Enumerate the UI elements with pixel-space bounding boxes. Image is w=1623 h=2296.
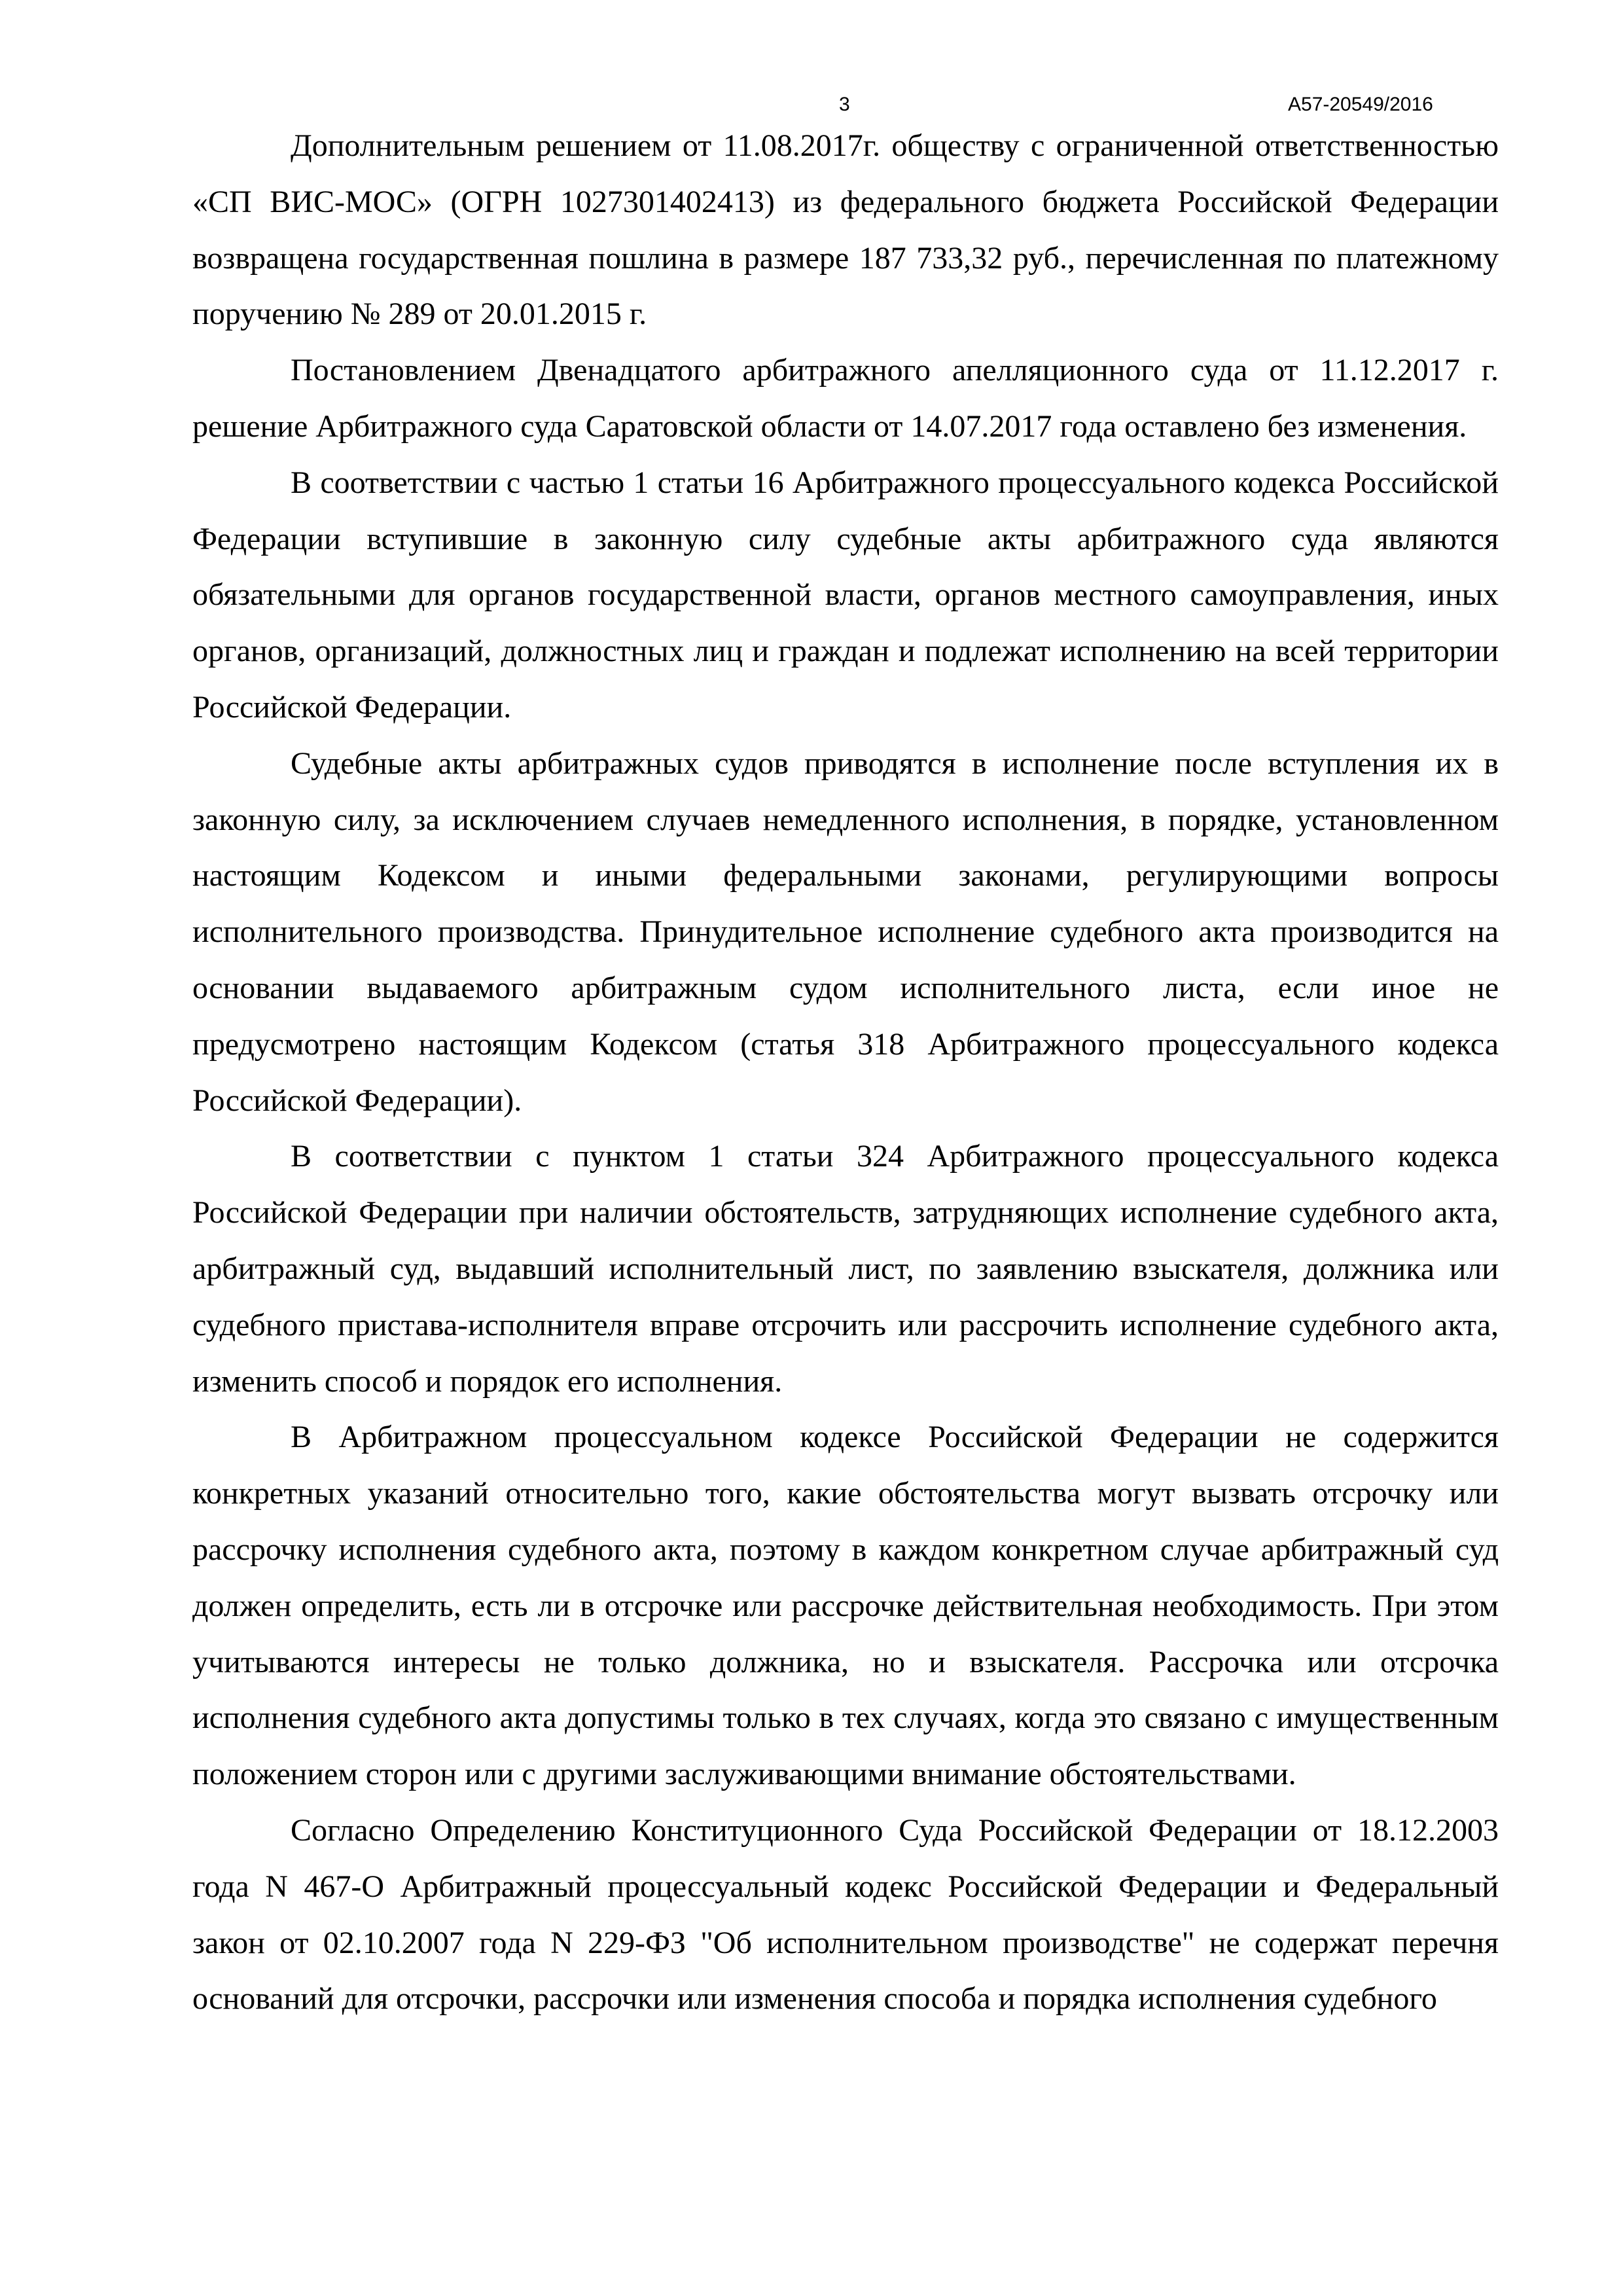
paragraph-appeal-ruling: Постановлением Двенадцатого арбитражного апелляционного суда от 11.12.2017 г. решение Арбитражного суда Саратовской области от 14.07.2017 года оставлено без изменения.	[192, 353, 1499, 444]
paragraph-constitutional-court: Согласно Определению Конституционного Суда Российской Федерации от 18.12.2003 года N 467-О Арбитражный процессуальный кодекс Российской Федерации и Федеральный закон от 02.10.2007 года N 229-ФЗ "Об исполнительном производстве" не содержат перечня оснований для отсрочки, рассрочки или изменения способа и порядка исполнения судебного	[192, 1812, 1499, 2017]
document-body	[192, 118, 1499, 2027]
paragraph-enforcement: Судебные акты арбитражных судов приводятся в исполнение после вступления их в законную силу, за исключением случаев немедленного исполнения, в порядке, установленном настоящим Кодексом и иными федеральными законами, регулирующими вопросы исполнительного производства. Принудительное исполнение судебного акта производится на основании выдаваемого арбитражным судом исполнительного листа, если иное не предусмотрено настоящим Кодексом (статья 318 Арбитражного процессуального кодекса Российской Федерации).	[192, 745, 1499, 1118]
page-number: 3	[839, 94, 850, 115]
paragraph-additional-decision: Дополнительным решением от 11.08.2017г. обществу с ограниченной ответственностью «СП ВИС-МОС» (ОГРН 1027301402413) из федерального бюджета Российской Федерации возвращена государственная пошлина в размере 187 733,32 руб., перечисленная по платежному поручению № 289 от 20.01.2015 г.	[192, 128, 1499, 332]
paragraph-article-16: В соответствии с частью 1 статьи 16 Арбитражного процессуального кодекса Российской Федерации вступившие в законную силу судебные акты арбитражного суда являются обязательными для органов государственной власти, органов местного самоуправления, иных органов, организаций, должностных лиц и граждан и подлежат исполнению на всей территории Российской Федерации.	[192, 465, 1499, 725]
case-number: А57-20549/2016	[1288, 94, 1433, 115]
paragraph-deferral-grounds: В Арбитражном процессуальном кодексе Российской Федерации не содержится конкретных указаний относительно того, какие обстоятельства могут вызвать отсрочку или рассрочку исполнения судебного акта, поэтому в каждом конкретном случае арбитражный суд должен определить, есть ли в отсрочке или рассрочке действительная необходимость. При этом учитываются интересы не только должника, но и взыскателя. Рассрочка или отсрочка исполнения судебного акта допустимы только в тех случаях, когда это связано с имущественным положением сторон или с другими заслуживающими внимание обстоятельствами.	[192, 1420, 1499, 1792]
paragraph-article-324: В соответствии с пунктом 1 статьи 324 Арбитражного процессуального кодекса Российской Федерации при наличии обстоятельств, затрудняющих исполнение судебного акта, арбитражный суд, выдавший исполнительный лист, по заявлению взыскателя, должника или судебного пристава-исполнителя вправе отсрочить или рассрочить исполнение судебного акта, изменить способ и порядок его исполнения.	[192, 1139, 1499, 1399]
